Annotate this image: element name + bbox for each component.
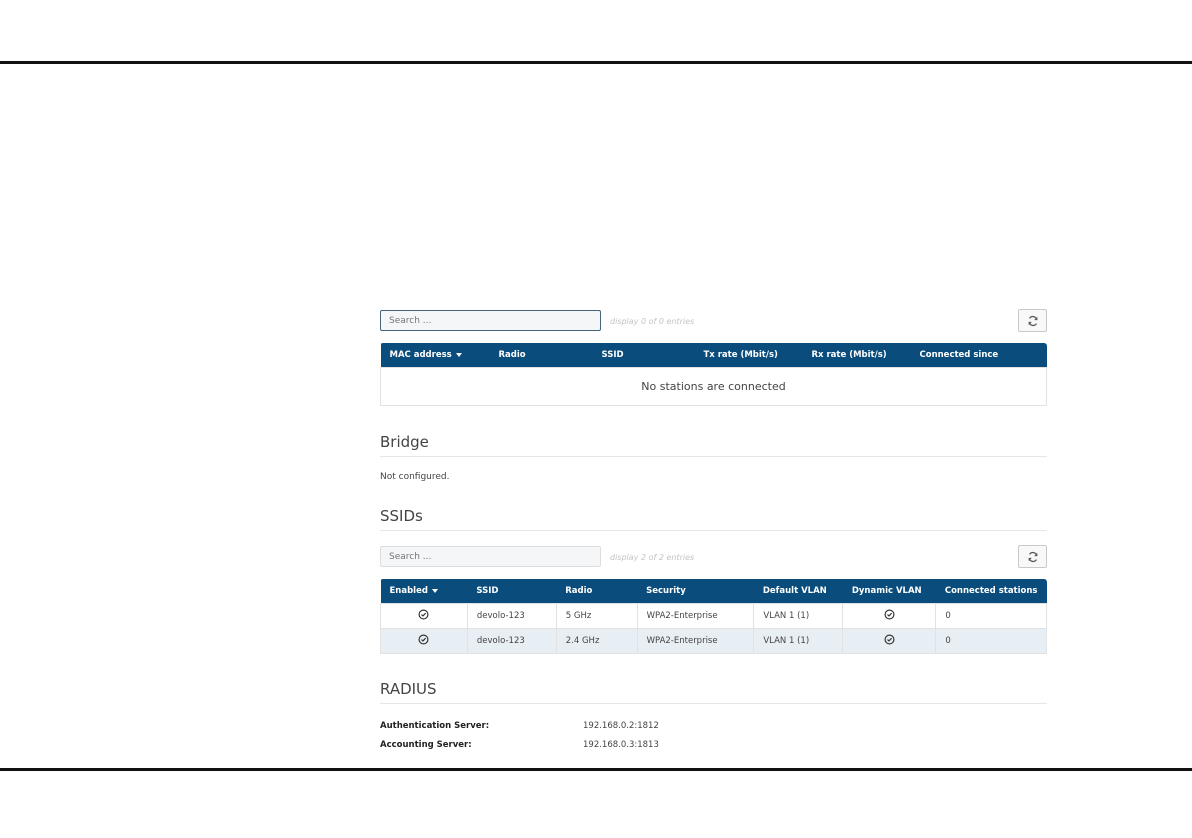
auth-server-value: 192.168.0.2:1812: [583, 720, 659, 731]
column-mac-address[interactable]: MAC address: [381, 343, 490, 368]
column-tx-rate[interactable]: Tx rate (Mbit/s): [695, 343, 803, 368]
column-ssid[interactable]: SSID: [467, 579, 556, 604]
security-cell: WPA2-Enterprise: [637, 629, 754, 654]
ssids-toolbar: [380, 544, 1047, 570]
stations-entries-count: display 0 of 0 entries: [610, 317, 695, 326]
main-content: [380, 308, 1047, 754]
stations-toolbar: [380, 308, 1047, 334]
column-default-vlan[interactable]: Default VLAN: [754, 579, 843, 604]
ssid-cell: devolo-123: [467, 604, 556, 629]
acct-server-label: Accounting Server:: [380, 739, 472, 750]
bottom-divider: [0, 768, 1192, 771]
dynamic-vlan-cell: [843, 629, 936, 654]
ssids-section: [380, 507, 1047, 654]
column-rx-rate[interactable]: Rx rate (Mbit/s): [803, 343, 911, 368]
ssids-entries-count: display 2 of 2 entries: [610, 553, 695, 562]
column-ssid[interactable]: SSID: [593, 343, 695, 368]
column-connected-stations[interactable]: Connected stations: [936, 579, 1047, 604]
ssids-table: [380, 579, 1047, 654]
stations-empty-message: No stations are connected: [381, 368, 1047, 406]
check-circle-icon: [418, 634, 429, 645]
column-dynamic-vlan[interactable]: Dynamic VLAN: [843, 579, 936, 604]
column-enabled[interactable]: Enabled: [381, 579, 468, 604]
enabled-cell: [381, 604, 468, 629]
ssids-heading: SSIDs: [380, 507, 1047, 531]
bridge-section: [380, 433, 1047, 482]
radio-cell: 5 GHz: [556, 604, 637, 629]
security-cell: WPA2-Enterprise: [637, 604, 754, 629]
caret-down-icon: [432, 589, 438, 593]
table-row[interactable]: [381, 629, 1047, 654]
column-security[interactable]: Security: [637, 579, 754, 604]
bridge-heading: Bridge: [380, 433, 1047, 457]
refresh-icon: [1027, 551, 1039, 563]
ssids-header-row: [381, 579, 1047, 604]
auth-server-label: Authentication Server:: [380, 720, 490, 731]
refresh-icon: [1027, 315, 1039, 327]
connected-stations-cell: 0: [936, 604, 1047, 629]
enabled-cell: [381, 629, 468, 654]
stations-search-input[interactable]: [380, 310, 601, 331]
acct-server-value: 192.168.0.3:1813: [583, 739, 659, 750]
bridge-status: Not configured.: [380, 472, 450, 482]
ssid-cell: devolo-123: [467, 629, 556, 654]
dynamic-vlan-cell: [843, 604, 936, 629]
acct-server-row: [380, 735, 1047, 754]
radio-cell: 2.4 GHz: [556, 629, 637, 654]
check-circle-icon: [884, 609, 895, 620]
stations-header-row: [381, 343, 1047, 368]
stations-empty-row: [381, 368, 1047, 406]
check-circle-icon: [884, 634, 895, 645]
caret-down-icon: [456, 353, 462, 357]
radius-heading: RADIUS: [380, 680, 1047, 704]
ssids-search-input[interactable]: [380, 546, 601, 567]
column-connected-since[interactable]: Connected since: [911, 343, 1047, 368]
default-vlan-cell: VLAN 1 (1): [754, 604, 843, 629]
table-row[interactable]: [381, 604, 1047, 629]
connected-stations-cell: 0: [936, 629, 1047, 654]
auth-server-row: [380, 716, 1047, 735]
top-divider: [0, 61, 1192, 64]
stations-table: [380, 343, 1047, 406]
column-radio[interactable]: Radio: [556, 579, 637, 604]
check-circle-icon: [418, 609, 429, 620]
ssids-refresh-button[interactable]: [1018, 545, 1047, 568]
column-radio[interactable]: Radio: [490, 343, 593, 368]
default-vlan-cell: VLAN 1 (1): [754, 629, 843, 654]
radius-section: [380, 680, 1047, 754]
stations-refresh-button[interactable]: [1018, 309, 1047, 332]
